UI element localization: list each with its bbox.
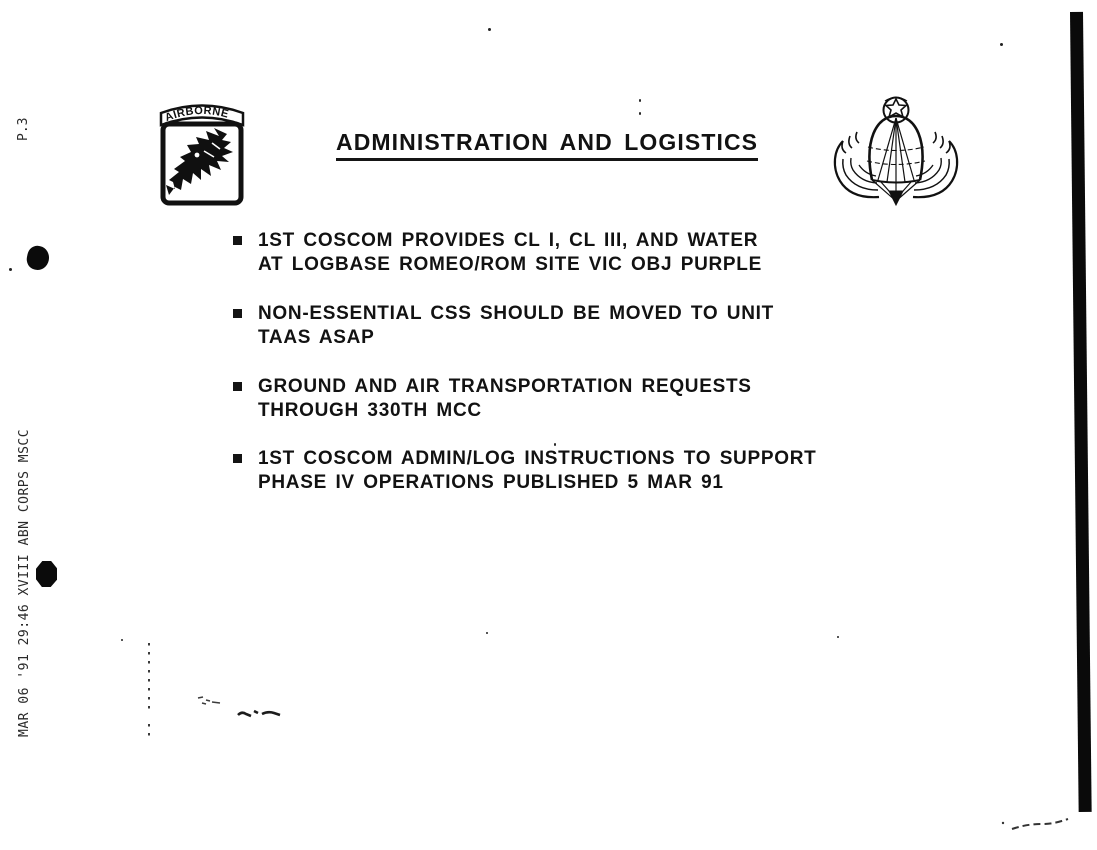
bullet-square-icon [233,382,242,391]
smudge-mark [196,694,234,713]
page-title: ADMINISTRATION AND LOGISTICS [336,129,758,161]
scan-speck [9,268,12,271]
master-parachutist-badge-icon [831,93,961,220]
fax-header-timestamp: MAR 06 '91 29:46 XVIII ABN CORPS MSCC [17,428,32,737]
scan-speck [837,636,839,638]
scan-edge-bar [1070,12,1092,812]
bullet-item [233,375,873,423]
bullet-square-icon [233,309,242,318]
fax-page-number: P.3 [16,117,31,141]
bullet-line: 1ST COSCOM PROVIDES CL I, CL III, AND WATER [258,230,759,251]
scan-speck [486,632,488,634]
scan-speck [121,639,123,641]
scan-speck [554,443,556,446]
bullet-line: 1ST COSCOM ADMIN/LOG INSTRUCTIONS TO SUPPORT [258,448,817,469]
bullet-item [233,229,873,277]
dotted-fold-line [148,643,150,711]
pen-squiggle-mark [1000,814,1070,839]
bullet-line: NON-ESSENTIAL CSS SHOULD BE MOVED TO UNIT [258,303,774,324]
hole-punch-mark [36,561,57,587]
scan-speck [488,28,491,31]
airborne-tab-label: AIRBORNE [163,104,231,125]
bullet-line: TAAS ASAP [258,327,375,348]
bullet-square-icon [233,236,242,245]
bullet-line: GROUND AND AIR TRANSPORTATION REQUESTS [258,376,752,397]
bullet-line: AT LOGBASE ROMEO/ROM SITE VIC OBJ PURPLE [258,254,762,275]
svg-text:AIRBORNE [163,105,230,124]
scan-speck [639,112,641,115]
scan-speck [639,99,641,102]
scan-speck [1000,43,1003,46]
bullet-square-icon [233,454,242,463]
hole-punch-mark [25,244,52,272]
bullet-line: THROUGH 330TH MCC [258,400,482,421]
smudge-mark [236,707,286,726]
dotted-fold-line [148,724,150,742]
xviii-airborne-corps-patch-icon [156,95,248,214]
bullet-item [233,302,873,350]
bullet-item [233,447,873,495]
bullet-line: PHASE IV OPERATIONS PUBLISHED 5 MAR 91 [258,472,724,493]
